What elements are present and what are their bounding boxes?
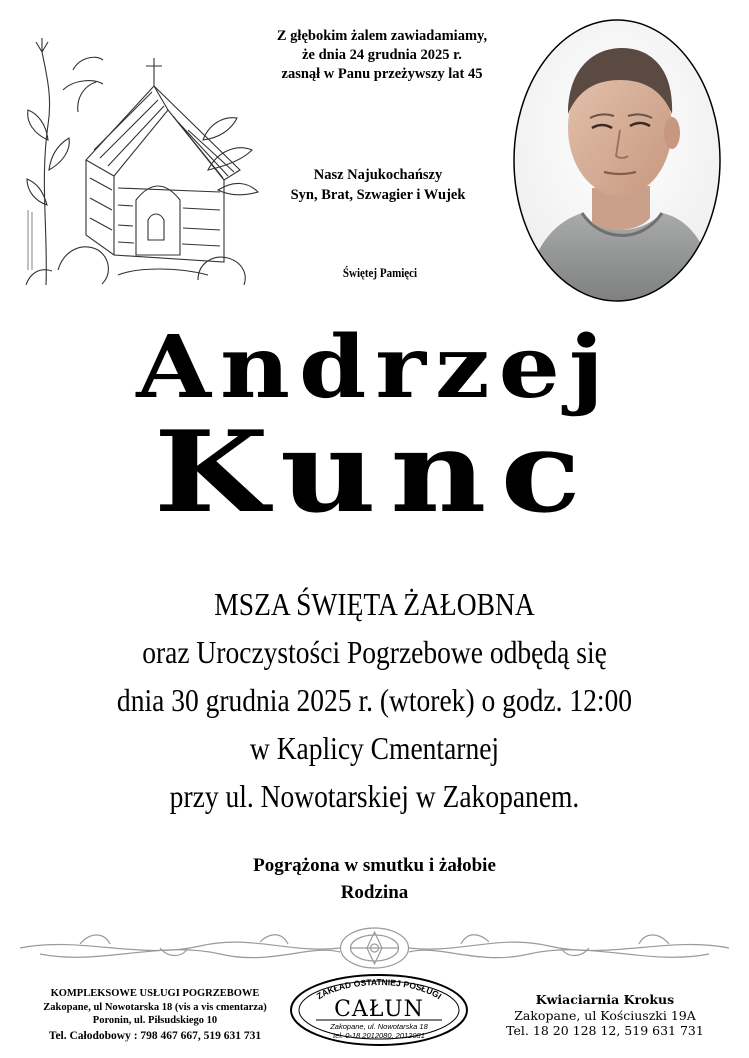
ceremony-line: dnia 30 grudnia 2025 r. (wtorek) o godz. 12:00	[116, 682, 633, 718]
first-name: Andrzej	[136, 317, 613, 418]
logo-name: CAŁUN	[334, 997, 424, 1022]
last-name: Kunc	[153, 407, 596, 538]
chapel-drawing	[18, 30, 263, 285]
mourners-signature	[0, 852, 749, 906]
relation-line: Syn, Brat, Szwagier i Wujek	[290, 187, 466, 203]
logo-address: Zakopane, ul. Nowotarska 18	[330, 1022, 428, 1031]
funeral-home-line: Poronin, ul. Piłsudskiego 10	[92, 1015, 218, 1026]
family-relation	[258, 165, 498, 205]
funeral-home-line: Zakopane, ul Nowotarska 18 (vis a vis cmentarza)	[43, 1001, 267, 1013]
calun-logo	[288, 970, 470, 1048]
logo-phone: tel. 0-18 2012080, 2012081	[333, 1031, 425, 1040]
mourners-line: Pogrążona w smutku i żałobie	[253, 855, 496, 876]
portrait-photo	[512, 18, 722, 303]
ceremony-line: przy ul. Nowotarskiej w Zakopanem.	[169, 778, 580, 814]
death-announcement	[248, 27, 516, 84]
announcement-line: że dnia 24 grudnia 2025 r.	[302, 47, 462, 63]
florist-name: Kwiaciarnia Krokus	[535, 992, 675, 1007]
funeral-home-line: KOMPLEKSOWE USŁUGI POGRZEBOWE	[50, 988, 260, 999]
announcement-line: Z głębokim żalem zawiadamiamy,	[276, 28, 488, 44]
relation-line: Nasz Najukochańszy	[313, 167, 443, 183]
florist-info	[470, 992, 740, 1039]
florist-phone: Tel. 18 20 128 12, 519 631 731	[506, 1023, 704, 1038]
memory-label: Świętej Pamięci	[342, 266, 418, 280]
funeral-home-info	[10, 987, 300, 1043]
logo-arc-text: ZAKŁAD OSTATNIEJ POSŁUGI	[314, 977, 444, 1002]
mourners-line: Rodzina	[340, 882, 409, 903]
ornamental-divider	[20, 918, 729, 978]
funeral-home-phone: Tel. Całodobowy : 798 467 667, 519 631 731	[48, 1029, 262, 1042]
announcement-line: zasnął w Panu przeżywszy lat 45	[281, 66, 483, 82]
florist-address: Zakopane, ul Kościuszki 19A	[514, 1007, 696, 1023]
ceremony-line: MSZA ŚWIĘTA ŻAŁOBNA	[214, 586, 535, 622]
ceremony-line: w Kaplicy Cmentarnej	[249, 730, 500, 766]
ceremony-line: oraz Uroczystości Pogrzebowe odbędą się	[142, 634, 607, 670]
